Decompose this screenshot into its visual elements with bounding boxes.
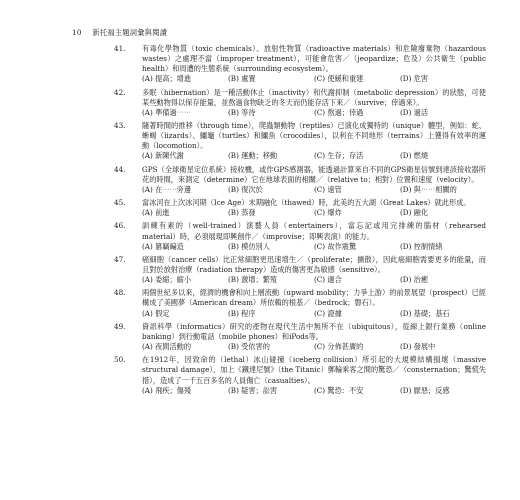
question-list <box>114 44 486 399</box>
question-number: 46. <box>114 221 126 231</box>
question-item <box>114 198 486 218</box>
question-item <box>114 355 486 395</box>
option-b: (B) 復次於 <box>228 184 263 194</box>
option-d: (D) 控制情緒 <box>400 241 443 251</box>
option-b: (B) 蒸發 <box>228 208 256 218</box>
answer-options <box>142 151 486 161</box>
answer-options <box>142 185 486 195</box>
question-item <box>114 288 486 318</box>
page-header <box>72 28 167 38</box>
option-b: (B) 激增；繁殖 <box>228 275 278 285</box>
question-item <box>114 121 486 161</box>
option-c: (C) 驚恐：不安 <box>314 385 364 395</box>
option-c: (C) 熬過；倖過 <box>314 107 364 117</box>
answer-options <box>142 309 486 319</box>
question-stem: 隨著時間的推移（through time），爬蟲類動物（reptiles）已演化成獨特的（unique）體型，例如：蛇、蜥蜴（lizards）、鱷龜（turtles）和鱷魚（crocodiles），以利在不同地形（terrains）上獲得有效率的運動（locomotion）。 <box>142 121 486 151</box>
question-stem: 有毒化學物質（toxic chemicals）、放射性物質（radioactive materials）和危險廢棄物（hazardous wastes）之處理不當（improper treatment），可能會危害／（jeopardize；危及）公共衛生（public health）和周遭的生態系統（surrounding ecosystem）。 <box>142 44 486 74</box>
question-item <box>114 255 486 285</box>
option-a: (A) 前進 <box>142 208 170 218</box>
option-a: (A) 夜間活動的 <box>142 342 192 352</box>
option-b: (B) 運動；移動 <box>228 151 278 161</box>
option-b: (B) 程序 <box>228 308 256 318</box>
option-a: (A) 假定 <box>142 308 170 318</box>
option-d: (D) 危害 <box>400 74 429 84</box>
option-a: (A) 新陳代謝 <box>142 151 184 161</box>
question-number: 48. <box>114 288 126 298</box>
question-number: 50. <box>114 355 126 365</box>
question-number: 42. <box>114 87 126 97</box>
answer-options <box>142 242 486 252</box>
option-d: (D) 基礎；基石 <box>400 308 450 318</box>
option-b: (B) 等待 <box>228 107 256 117</box>
option-c: (C) 使緩和重建 <box>314 74 364 84</box>
question-item <box>114 88 486 118</box>
option-a: (A) 委縮；縮小 <box>142 275 192 285</box>
question-stem: GPS（全球衛星定位系統）接收機，或作GPS感測器，能透過計算來自不同的GPS衛星信號到達該接收器所花的時間，來測定（determine）它在地球表面的相關／（relative to；相對）位置和速度（velocity）。 <box>142 164 486 184</box>
answer-options <box>142 108 486 118</box>
option-c: (C) 遠管 <box>314 184 342 194</box>
question-item <box>114 44 486 84</box>
option-c: (C) 爆炸 <box>314 208 342 218</box>
option-b: (B) 模仿別人 <box>228 241 270 251</box>
option-b: (B) 處置 <box>228 74 256 84</box>
option-c: (C) 分佈甚廣的 <box>314 342 364 352</box>
question-number: 43. <box>114 121 126 131</box>
running-title: 新托福主題詞彙與閱讀 <box>92 28 168 37</box>
option-d: (D) 融化 <box>400 208 429 218</box>
option-a: (A) 篡竊編造 <box>142 241 184 251</box>
answer-options <box>142 208 486 218</box>
option-a: (A) 飛疾；傷殘 <box>142 385 192 395</box>
question-stem: 多眠（hibernation）是一種活動休止（inactivity）和代謝抑制（metabolic depression）的狀態，可使某些動物得以保存能量，並熬過食物缺乏的冬天而仍能存活下來／（survive；倖過來）。 <box>142 87 486 107</box>
option-b: (B) 疑害；訟害 <box>228 385 278 395</box>
question-stem: 當冰河在上次冰河期（Ice Age）末期融化（thawed）時，此美的五大湖（Great Lakes）就此形成。 <box>142 198 471 208</box>
question-stem: 癌細胞（cancer cells）比正常細胞更迅速增生／（proliferate；擴散），因此癌細胞需要更多的能量，而且對於放射治療（radiation therapy）造成的傷害更為敏感（sensitive）。 <box>142 254 486 274</box>
question-stem: 兩個世紀多以來，經濟的機會和向上層流動（upward mobility；力爭上游）的前景展望（prospect）已經構成了美國夢（American dream）所依賴的根基／（bedrock；磐石）。 <box>142 288 486 308</box>
question-number: 41. <box>114 44 126 53</box>
question-item <box>114 322 486 352</box>
option-a: (A) 提高；增進 <box>142 74 192 84</box>
question-number: 45. <box>114 198 126 208</box>
option-d: (D) 治癒 <box>400 275 429 285</box>
question-number: 44. <box>114 164 126 174</box>
option-a: (A) 在⋯⋯旁邊 <box>142 184 192 194</box>
answer-options <box>142 386 486 396</box>
question-stem: 在1912年，因致命的（lethal）冰山碰撞（iceberg collision）所引起的大規模結構損壞（massive structural damage），加上《鐵達尼號》（the Titanic）郵輪乘客之間的驚恐／（consternation；驚慌失措），造成了一千五百多名的人員傷亡（casualties）。 <box>142 355 486 385</box>
answer-options <box>142 275 486 285</box>
option-d: (D) 與⋯⋯相關的 <box>400 184 457 194</box>
page-number: 10 <box>72 28 82 37</box>
option-d: (D) 厭惡；反感 <box>400 385 450 395</box>
option-d: (D) 發展中 <box>400 342 436 352</box>
option-c: (C) 證據 <box>314 308 342 318</box>
option-a: (A) 準備過⋯⋯ <box>142 107 192 117</box>
question-stem: 訓練有素的（well-trained）演藝人員（entertainers），當忘記或用完排練的腦材（rehearsed material）時，必須展現即興創作／（improvise；即興表演）的能力。 <box>142 221 486 241</box>
question-stem: 資訊科學（informatics）研究的產物在現代生活中無所不在（ubiquitous），從線上銀行業務（online banking）到行動電話（mobile phones）和iPods等。 <box>142 321 486 341</box>
question-number: 47. <box>114 254 126 264</box>
answer-options <box>142 342 486 352</box>
question-item <box>114 165 486 195</box>
question-number: 49. <box>114 321 126 331</box>
option-c: (C) 生存；存活 <box>314 151 364 161</box>
option-b: (B) 受依害的 <box>228 342 270 352</box>
option-c: (C) 適合 <box>314 275 342 285</box>
option-d: (D) 燃燒 <box>400 151 429 161</box>
option-c: (C) 故作震驚 <box>314 241 357 251</box>
question-item <box>114 221 486 251</box>
option-d: (D) 過活 <box>400 107 429 117</box>
answer-options <box>142 74 486 84</box>
